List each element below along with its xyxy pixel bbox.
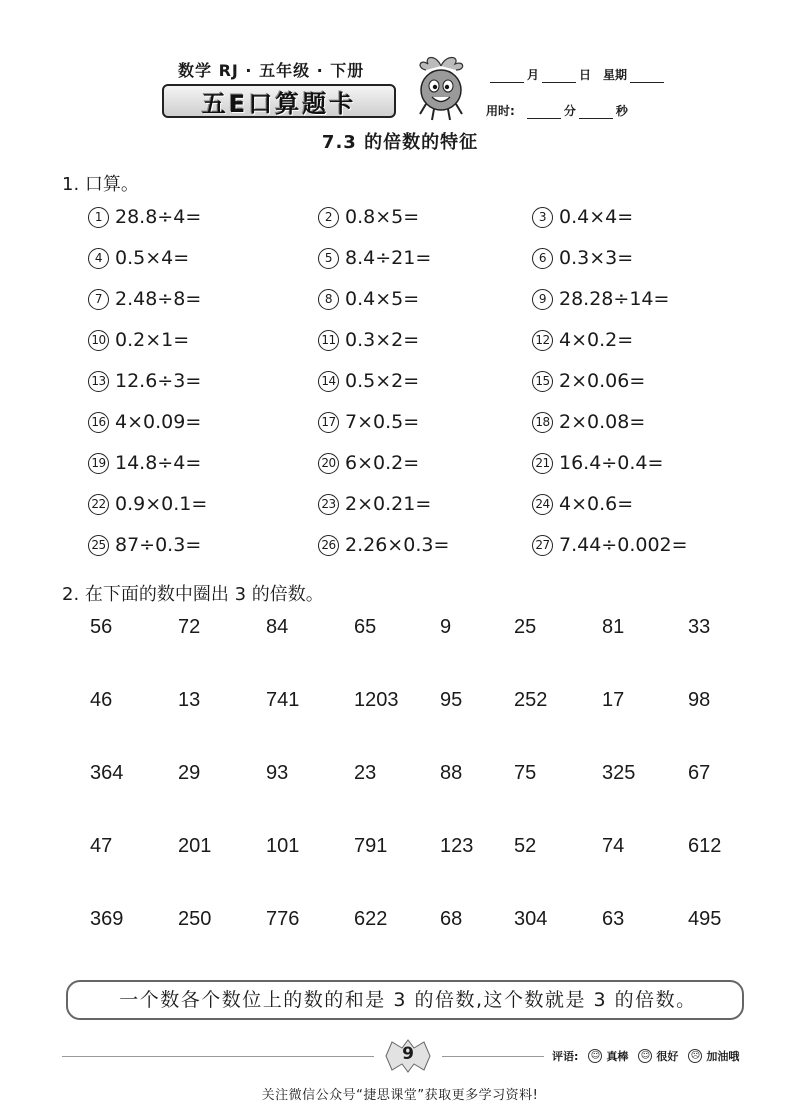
problem-number: 18 — [532, 412, 553, 433]
problem-expression: 16.4÷0.4= — [559, 452, 664, 474]
number-cell[interactable]: 47 — [90, 835, 113, 857]
problem-item — [88, 288, 201, 310]
day-blank[interactable] — [542, 70, 576, 83]
problem-number: 17 — [318, 412, 339, 433]
number-cell[interactable]: 56 — [90, 616, 113, 638]
number-cell[interactable]: 17 — [602, 689, 625, 711]
problem-item — [88, 370, 201, 392]
smile-face-icon[interactable]: ☺ — [638, 1049, 652, 1063]
problem-expression: 6×0.2= — [345, 452, 420, 474]
problem-number: 27 — [532, 535, 553, 556]
problem-number: 3 — [532, 207, 553, 228]
number-cell[interactable]: 791 — [354, 835, 388, 857]
number-cell[interactable]: 46 — [90, 689, 113, 711]
problem-number: 5 — [318, 248, 339, 269]
number-cell[interactable]: 74 — [602, 835, 625, 857]
problem-expression: 7×0.5= — [345, 411, 420, 433]
problem-item — [532, 288, 669, 310]
problem-number: 6 — [532, 248, 553, 269]
problem-expression: 2×0.21= — [345, 493, 432, 515]
problem-item — [318, 493, 431, 515]
problem-number: 1 — [88, 207, 109, 228]
problem-number: 24 — [532, 494, 553, 515]
number-cell[interactable]: 52 — [514, 835, 537, 857]
problem-expression: 4×0.09= — [115, 411, 202, 433]
problem-item — [318, 411, 419, 433]
number-cell[interactable]: 75 — [514, 762, 537, 784]
rating-keep-going: 加油哦 — [706, 1050, 740, 1063]
lesson-title: 7.3 的倍数的特征 — [321, 132, 479, 153]
section2-heading: 2. 在下面的数中圈出 3 的倍数。 — [62, 584, 324, 605]
number-cell[interactable]: 25 — [514, 616, 537, 638]
minute-label: 分 — [563, 104, 576, 118]
rating-bar — [552, 1048, 739, 1064]
problem-expression: 2.26×0.3= — [345, 534, 450, 556]
problem-number: 22 — [88, 494, 109, 515]
number-cell[interactable]: 123 — [440, 835, 474, 857]
number-cell[interactable]: 495 — [688, 908, 722, 930]
number-cell[interactable]: 13 — [178, 689, 201, 711]
number-cell[interactable]: 23 — [354, 762, 377, 784]
problem-expression: 0.3×2= — [345, 329, 420, 351]
problem-expression: 7.44÷0.002= — [559, 534, 688, 556]
grin-face-icon[interactable]: ☺ — [588, 1049, 602, 1063]
number-cell[interactable]: 776 — [266, 908, 300, 930]
problem-number: 16 — [88, 412, 109, 433]
problem-number: 9 — [532, 289, 553, 310]
week-label: 星期 — [603, 68, 628, 82]
problem-item — [88, 493, 207, 515]
number-cell[interactable]: 201 — [178, 835, 212, 857]
date-line — [490, 66, 664, 83]
problem-expression: 0.5×4= — [115, 247, 190, 269]
problem-item — [532, 247, 633, 269]
problem-item — [318, 534, 449, 556]
problem-number: 20 — [318, 453, 339, 474]
cheer-face-icon[interactable]: ☹ — [688, 1049, 702, 1063]
problem-item — [532, 493, 633, 515]
problem-number: 14 — [318, 371, 339, 392]
number-cell[interactable]: 65 — [354, 616, 377, 638]
footer-note: 关注微信公众号“捷思课堂”获取更多学习资料! — [261, 1088, 539, 1103]
problem-number: 2 — [318, 207, 339, 228]
number-cell[interactable]: 29 — [178, 762, 201, 784]
problem-expression: 87÷0.3= — [115, 534, 202, 556]
problem-number: 7 — [88, 289, 109, 310]
problem-expression: 2.48÷8= — [115, 288, 202, 310]
problem-item — [318, 329, 419, 351]
mascot-icon — [410, 52, 472, 122]
month-label: 月 — [527, 68, 540, 82]
problem-item — [532, 329, 633, 351]
problem-number: 13 — [88, 371, 109, 392]
number-cell[interactable]: 63 — [602, 908, 625, 930]
problem-item — [532, 452, 663, 474]
page-number: 9 — [402, 1044, 414, 1064]
rating-great: 真棒 — [606, 1050, 629, 1063]
number-cell[interactable]: 741 — [266, 689, 300, 711]
number-cell[interactable]: 369 — [90, 908, 124, 930]
footer-rule-right — [442, 1056, 544, 1057]
time-label: 用时: — [486, 104, 515, 118]
number-cell[interactable]: 9 — [440, 616, 452, 638]
number-cell[interactable]: 93 — [266, 762, 289, 784]
problem-number: 19 — [88, 453, 109, 474]
number-cell[interactable]: 72 — [178, 616, 201, 638]
number-cell[interactable]: 325 — [602, 762, 636, 784]
number-cell[interactable]: 101 — [266, 835, 300, 857]
problem-expression: 12.6÷3= — [115, 370, 202, 392]
problem-item — [532, 534, 688, 556]
number-cell[interactable]: 88 — [440, 762, 463, 784]
problem-number: 12 — [532, 330, 553, 351]
number-cell[interactable]: 84 — [266, 616, 289, 638]
problem-expression: 0.3×3= — [559, 247, 634, 269]
problem-item — [88, 452, 201, 474]
problem-expression: 0.9×0.1= — [115, 493, 208, 515]
problem-number: 26 — [318, 535, 339, 556]
number-cell[interactable]: 98 — [688, 689, 711, 711]
rating-good: 很好 — [656, 1050, 679, 1063]
problem-expression: 2×0.08= — [559, 411, 646, 433]
problem-expression: 28.28÷14= — [559, 288, 670, 310]
problem-number: 4 — [88, 248, 109, 269]
problem-item — [88, 411, 201, 433]
section1-heading: 1. 口算。 — [62, 174, 139, 195]
time-line — [486, 102, 628, 119]
number-cell[interactable]: 252 — [514, 689, 548, 711]
number-cell[interactable]: 304 — [514, 908, 548, 930]
number-cell[interactable]: 68 — [440, 908, 463, 930]
problem-expression: 0.8×5= — [345, 206, 420, 228]
problem-expression: 0.4×4= — [559, 206, 634, 228]
number-cell[interactable]: 95 — [440, 689, 463, 711]
problem-number: 15 — [532, 371, 553, 392]
problem-item — [88, 534, 201, 556]
problem-item — [88, 247, 189, 269]
month-blank[interactable] — [490, 70, 524, 83]
problem-number: 25 — [88, 535, 109, 556]
number-cell[interactable]: 1203 — [354, 689, 399, 711]
problem-number: 8 — [318, 289, 339, 310]
problem-number: 21 — [532, 453, 553, 474]
number-cell[interactable]: 67 — [688, 762, 711, 784]
problem-expression: 8.4÷21= — [345, 247, 432, 269]
problem-item — [318, 452, 419, 474]
problem-expression: 0.4×5= — [345, 288, 420, 310]
problem-item — [318, 206, 419, 228]
day-label: 日 — [579, 68, 592, 82]
problem-item — [88, 206, 201, 228]
problem-expression: 28.8÷4= — [115, 206, 202, 228]
problem-item — [318, 247, 431, 269]
problem-expression: 4×0.2= — [559, 329, 634, 351]
problem-number: 10 — [88, 330, 109, 351]
problem-expression: 0.2×1= — [115, 329, 190, 351]
problem-expression: 14.8÷4= — [115, 452, 202, 474]
second-label: 秒 — [615, 104, 628, 118]
footer-rule-left — [62, 1056, 374, 1057]
problem-item — [88, 329, 189, 351]
rating-label: 评语: — [552, 1050, 579, 1063]
problem-item — [318, 288, 419, 310]
number-cell[interactable]: 81 — [602, 616, 625, 638]
minute-blank[interactable] — [527, 106, 561, 119]
problem-expression: 4×0.6= — [559, 493, 634, 515]
number-cell[interactable]: 612 — [688, 835, 722, 857]
problem-expression: 2×0.06= — [559, 370, 646, 392]
series-label: 数学 RJ · 五年级 · 下册 — [178, 61, 365, 80]
number-cell[interactable]: 622 — [354, 908, 388, 930]
logo-text: 五E口算题卡 — [201, 89, 357, 118]
problem-item — [532, 370, 645, 392]
problem-number: 23 — [318, 494, 339, 515]
problem-item — [532, 206, 633, 228]
second-blank[interactable] — [579, 106, 613, 119]
problem-item — [532, 411, 645, 433]
problem-number: 11 — [318, 330, 339, 351]
number-cell[interactable]: 250 — [178, 908, 212, 930]
number-cell[interactable]: 364 — [90, 762, 124, 784]
tip-text: 一个数各个数位上的数的和是 3 的倍数,这个数就是 3 的倍数。 — [119, 989, 697, 1011]
problem-expression: 0.5×2= — [345, 370, 420, 392]
week-blank[interactable] — [630, 70, 664, 83]
number-cell[interactable]: 33 — [688, 616, 711, 638]
logo — [162, 84, 396, 118]
problem-item — [318, 370, 419, 392]
